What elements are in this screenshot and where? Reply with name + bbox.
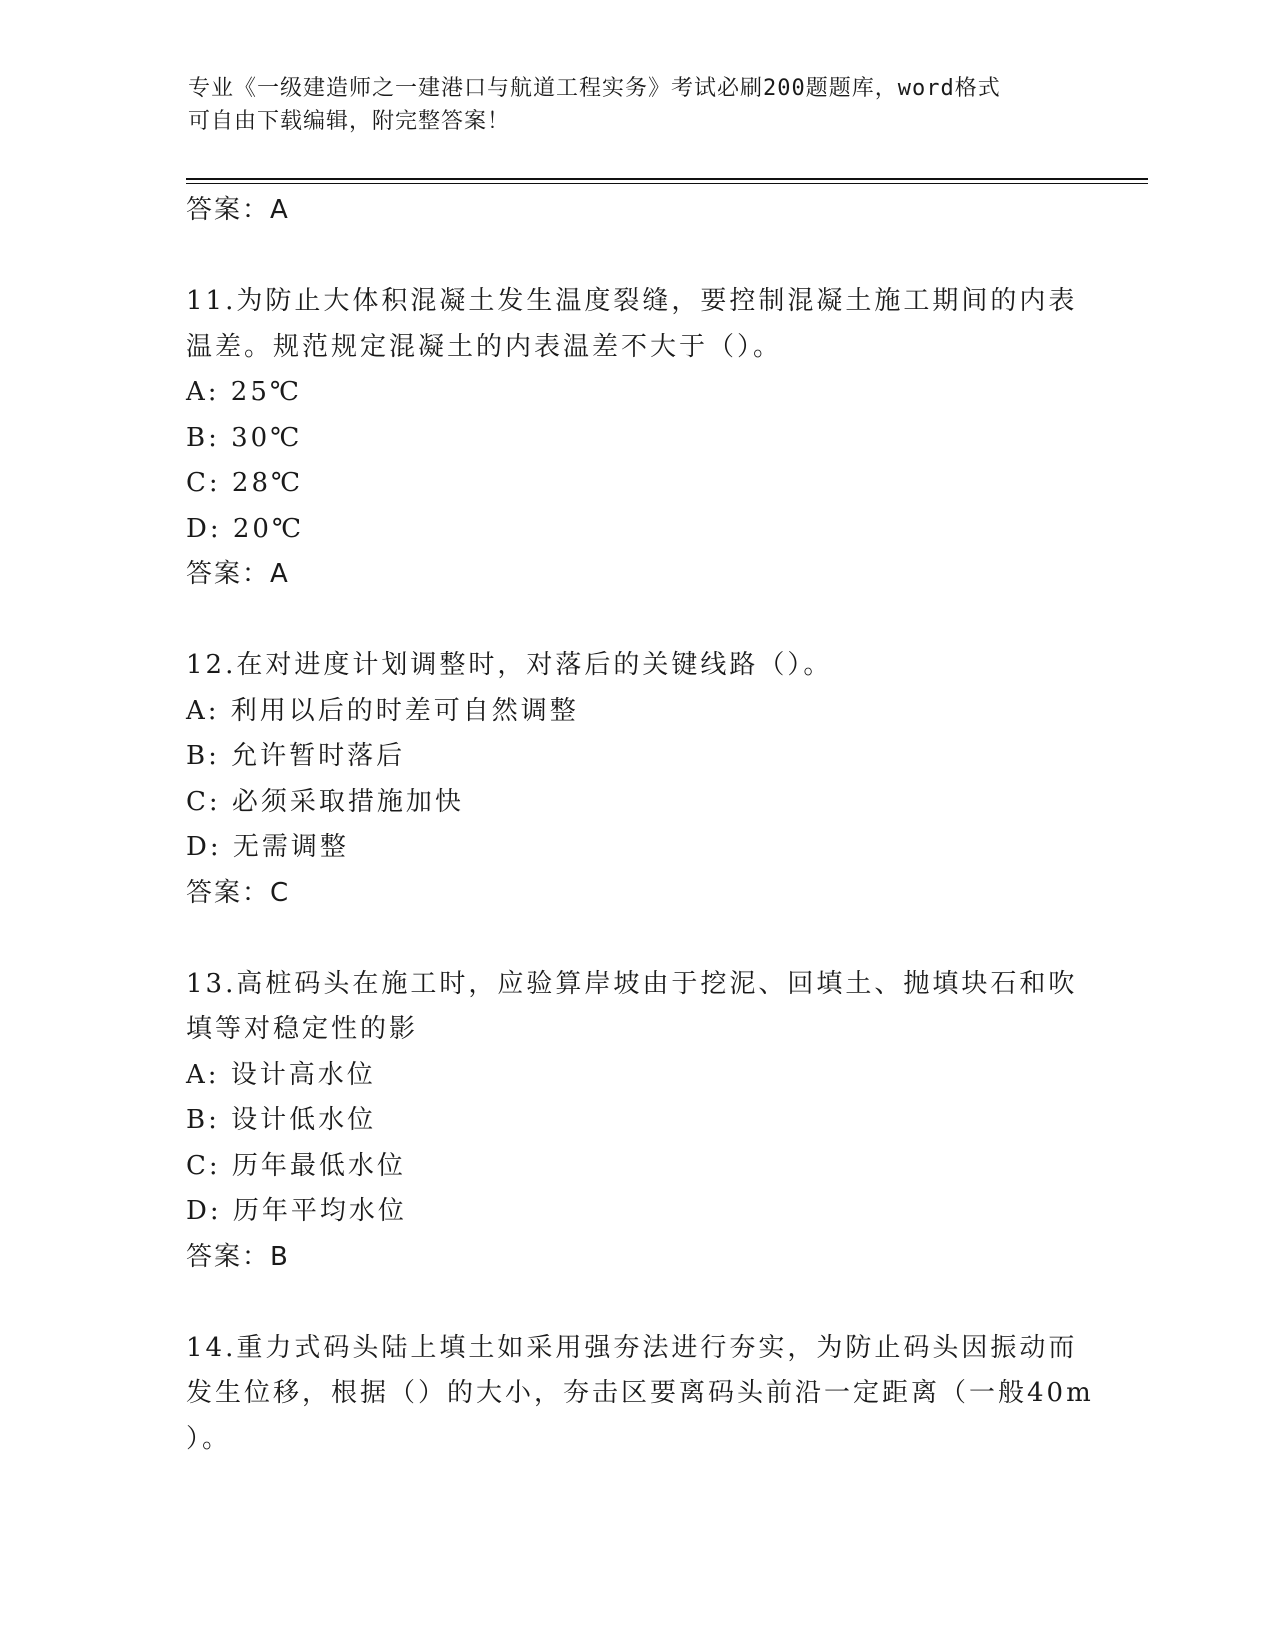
question-13 — [186, 962, 1086, 1281]
answer: 答案：A — [186, 559, 290, 589]
option-a: A: 利用以后的时差可自然调整 — [186, 695, 579, 726]
question-stem-line: ）。 — [186, 1423, 232, 1454]
question-stem-line: 11.为防止大体积混凝土发生温度裂缝，要控制混凝土施工期间的内表 — [186, 286, 1078, 316]
document-header — [188, 72, 1068, 138]
question-stem-line: 12.在对进度计划调整时，对落后的关键线路（）。 — [186, 650, 833, 680]
header-rule-thin — [186, 183, 1148, 184]
question-14 — [186, 1326, 1094, 1463]
question-12 — [186, 643, 1086, 916]
answer: 答案：B — [186, 1241, 290, 1272]
question-stem-line: 14.重力式码头陆上填土如采用强夯法进行夯实，为防止码头因振动而 — [186, 1332, 1078, 1363]
header-line-2: 可自由下载编辑，附完整答案！ — [188, 109, 511, 134]
option-d: D: 历年平均水位 — [186, 1196, 407, 1226]
question-stem-line: 温差。规范规定混凝土的内表温差不大于（）。 — [186, 331, 783, 362]
header-line-1: 专业《一级建造师之一建港口与航道工程实务》考试必刷200题题库，word格式 — [188, 76, 1001, 101]
option-b: B: 允许暂时落后 — [186, 741, 406, 771]
option-a: A: 25℃ — [186, 377, 302, 407]
option-b: B: 30℃ — [186, 422, 303, 453]
option-b: B: 设计低水位 — [186, 1105, 377, 1135]
spacer — [186, 1280, 1086, 1326]
option-c: C: 28℃ — [186, 468, 304, 498]
question-stem-line: 发生位移，根据（）的大小，夯击区要离码头前沿一定距离（一般40m — [186, 1378, 1094, 1408]
option-c: C: 必须采取措施加快 — [186, 786, 464, 817]
question-stem-line: 13.高桩码头在施工时，应验算岸坡由于挖泥、回填土、抛填块石和吹 — [186, 968, 1078, 999]
spacer — [186, 234, 1086, 280]
header-rule-thick — [186, 178, 1148, 180]
option-d: D: 20℃ — [186, 513, 305, 544]
option-c: C: 历年最低水位 — [186, 1150, 406, 1181]
option-d: D: 无需调整 — [186, 832, 349, 862]
question-11 — [186, 279, 1086, 598]
option-a: A: 设计高水位 — [186, 1059, 376, 1090]
spacer — [186, 916, 1086, 962]
document-body — [186, 188, 1094, 1462]
spacer — [186, 598, 1086, 644]
previous-answer: 答案：A — [186, 195, 290, 225]
answer: 答案：C — [186, 877, 291, 908]
question-stem-line: 填等对稳定性的影 — [186, 1014, 419, 1044]
